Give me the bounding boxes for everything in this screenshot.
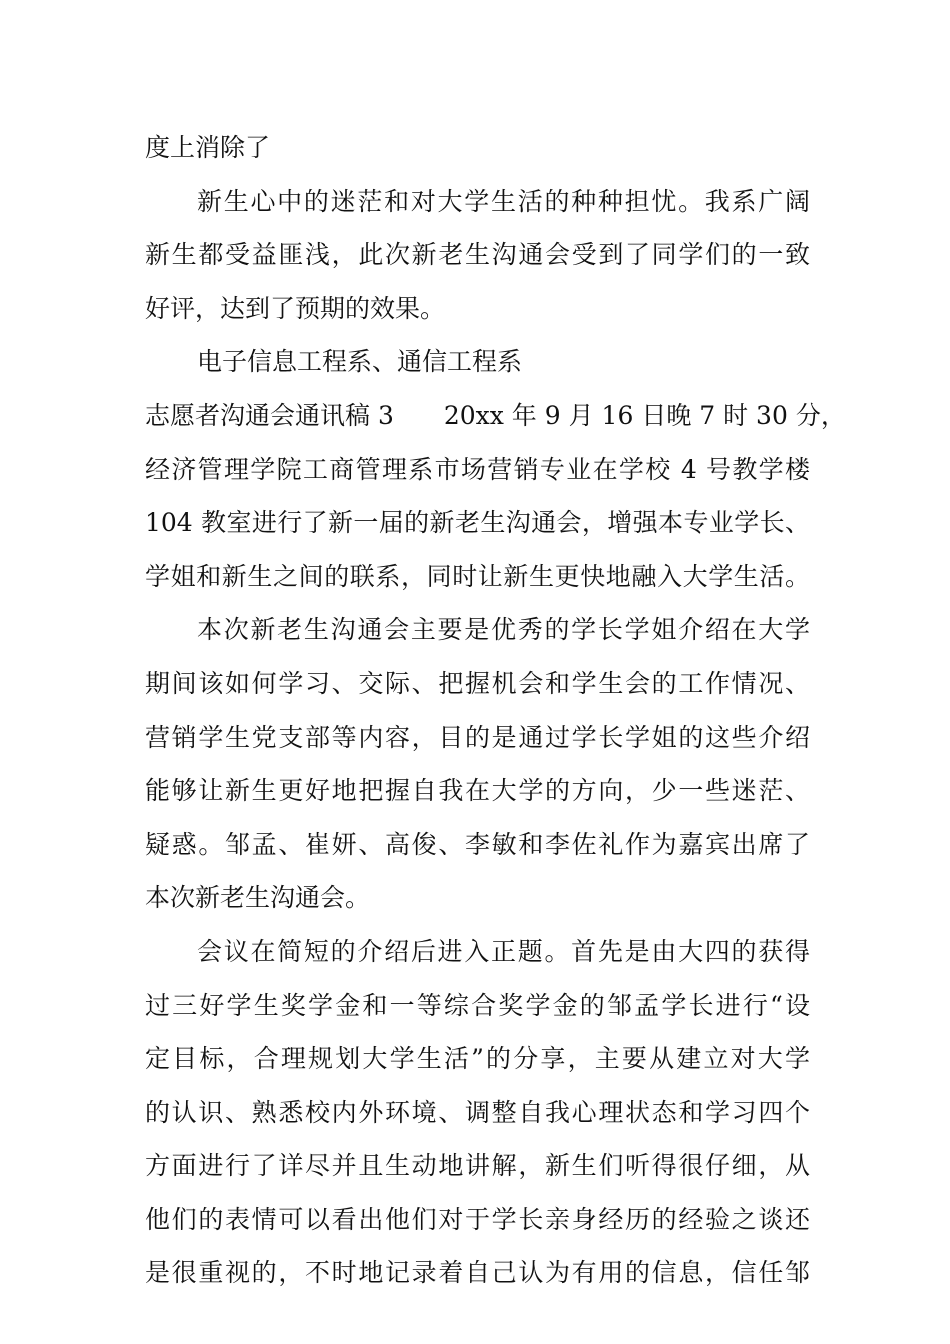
text-line: 疑惑。邹孟、崔妍、高俊、李敏和李佐礼作为嘉宾出席了 [145, 829, 810, 859]
text-line: 是很重视的，不时地记录着自己认为有用的信息，信任邹 [145, 1258, 810, 1288]
text-line: 的认识、熟悉校内外环境、调整自我心理状态和学习四个 [145, 1097, 810, 1127]
text-line: 新生心中的迷茫和对大学生活的种种担忧。我系广阔 [197, 186, 810, 216]
text-line: 营销学生党支部等内容，目的是通过学长学姐的这些介绍 [145, 722, 810, 752]
text-line: 电子信息工程系、通信工程系 [197, 347, 523, 377]
text-line: 104 教室进行了新一届的新老生沟通会，增强本专业学长、 [145, 508, 810, 538]
text-line: 定目标，合理规划大学生活”的分享，主要从建立对大学 [145, 1044, 810, 1074]
body-text [145, 126, 846, 1305]
text-line: 本次新老生沟通会主要是优秀的学长学姐介绍在大学 [197, 615, 810, 645]
text-line: 学姐和新生之间的联系，同时让新生更快地融入大学生活。 [145, 561, 810, 591]
text-line: 志愿者沟通会通讯稿 3 20xx 年 9 月 16 日晚 7 时 30 分， [145, 400, 846, 430]
text-line: 新生都受益匪浅，此次新老生沟通会受到了同学们的一致 [145, 240, 810, 270]
text-line: 会议在简短的介绍后进入正题。首先是由大四的获得 [197, 936, 810, 966]
text-line: 期间该如何学习、交际、把握机会和学生会的工作情况、 [145, 668, 810, 698]
text-line: 他们的表情可以看出他们对于学长亲身经历的经验之谈还 [145, 1204, 810, 1234]
text-line: 方面进行了详尽并且生动地讲解，新生们听得很仔细，从 [145, 1151, 810, 1181]
text-line: 能够让新生更好地把握自我在大学的方向，少一些迷茫、 [145, 776, 810, 806]
text-line: 过三好学生奖学金和一等综合奖学金的邹孟学长进行“设 [145, 990, 810, 1020]
text-line: 本次新老生沟通会。 [145, 883, 371, 913]
text-line: 好评，达到了预期的效果。 [145, 293, 446, 323]
text-line: 经济管理学院工商管理系市场营销专业在学校 4 号教学楼 [145, 454, 810, 484]
text-line: 度上消除了 [145, 133, 271, 162]
